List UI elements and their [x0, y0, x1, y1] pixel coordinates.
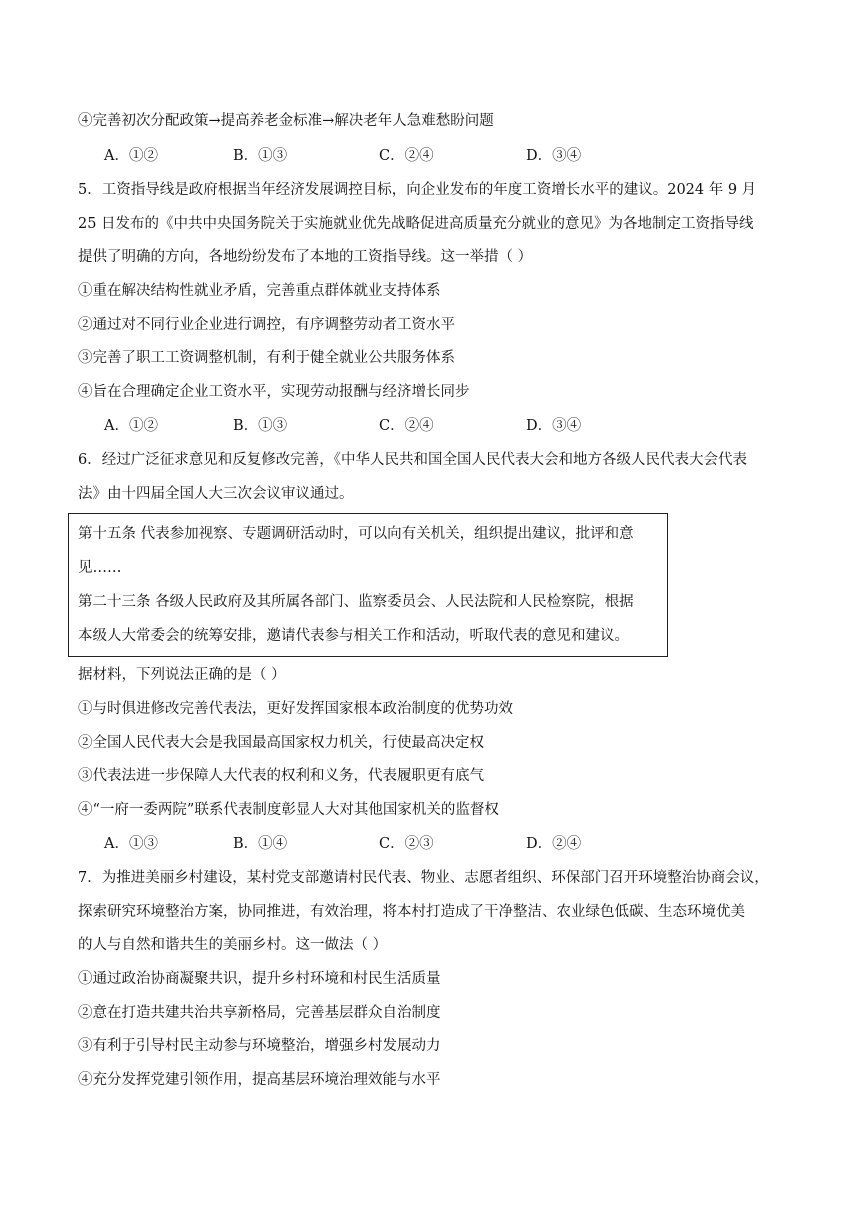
- q7-item-1: ①通过政治协商凝聚共识，提升乡村环境和村民生活质量: [78, 971, 441, 987]
- q6-box-line-1: 第十五条 代表参加视察、专题调研活动时，可以向有关机关，组织提出建议，批评和意: [78, 526, 634, 542]
- q6-material-box: [68, 513, 668, 657]
- q6-item-1: ①与时俱进修改完善代表法，更好发挥国家根本政治制度的优势功效: [78, 701, 513, 717]
- q4-item-4: ④完善初次分配政策→提高养老金标准→解决老年人急难愁盼问题: [78, 113, 494, 129]
- q5-option-a: A．①②: [104, 418, 158, 434]
- q6-box-line-3: 第二十三条 各级人民政府及其所属各部门、监察委员会、人民法院和人民检察院，根据: [78, 594, 634, 610]
- q4-option-c: C．②④: [379, 148, 434, 164]
- q6-box-line-4: 本级人大常委会的统筹安排，邀请代表参与相关工作和活动，听取代表的意见和建议。: [78, 628, 629, 644]
- q5-item-4: ④旨在合理确定企业工资水平，实现劳动报酬与经济增长同步: [78, 384, 470, 400]
- q6-option-c: C．②③: [379, 836, 434, 852]
- q6-item-4: ④“一府一委两院”联系代表制度彰显人大对其他国家机关的监督权: [78, 802, 499, 818]
- q7-stem-line-3: 的人与自然和谐共生的美丽乡村。这一做法（ ）: [78, 937, 388, 953]
- q6-option-a: A．①③: [104, 836, 158, 852]
- q5-item-3: ③完善了职工工资调整机制，有利于健全就业公共服务体系: [78, 350, 455, 366]
- q4-option-d: D．③④: [526, 148, 582, 164]
- q7-item-3: ③有利于引导村民主动参与环境整治，增强乡村发展动力: [78, 1038, 441, 1054]
- q7-stem-line-2: 探索研究环境整治方案，协同推进，有效治理，将本村打造成了干净整洁、农业绿色低碳、生态环境优美: [78, 904, 745, 920]
- q5-item-2: ②通过对不同行业企业进行调控，有序调整劳动者工资水平: [78, 317, 455, 333]
- q6-prompt: 据材料，下列说法正确的是（ ）: [78, 667, 286, 683]
- q7-item-2: ②意在打造共建共治共享新格局，完善基层群众自治制度: [78, 1005, 441, 1021]
- q5-option-b: B．①③: [233, 418, 288, 434]
- q6-stem-line-1: 6．经过广泛征求意见和反复修改完善，《中华人民共和国全国人民代表大会和地方各级人民代表大会代表: [78, 452, 747, 468]
- q6-item-3: ③代表法进一步保障人大代表的权利和义务，代表履职更有底气: [78, 768, 484, 784]
- q6-stem-line-2: 法》由十四届全国人大三次会议审议通过。: [78, 486, 354, 502]
- q6-item-2: ②全国人民代表大会是我国最高国家权力机关，行使最高决定权: [78, 735, 484, 751]
- q6-option-b: B．①④: [233, 836, 288, 852]
- q5-stem-line-1: 5．工资指导线是政府根据当年经济发展调控目标，向企业发布的年度工资增长水平的建议。2024 年 9 月: [78, 182, 757, 198]
- q5-option-c: C．②④: [379, 418, 434, 434]
- q4-option-b: B．①③: [233, 148, 288, 164]
- q5-option-d: D．③④: [526, 418, 582, 434]
- q5-stem-line-3: 提供了明确的方向，各地纷纷发布了本地的工资指导线。这一举措（ ）: [78, 249, 533, 265]
- q6-option-d: D．②④: [526, 836, 582, 852]
- q5-item-1: ①重在解决结构性就业矛盾，完善重点群体就业支持体系: [78, 283, 441, 299]
- q7-item-4: ④充分发挥党建引领作用，提高基层环境治理效能与水平: [78, 1072, 441, 1088]
- q6-box-line-2: 见……: [78, 560, 122, 576]
- q5-stem-line-2: 25 日发布的《中共中央国务院关于实施就业优先战略促进高质量充分就业的意见》为各地制定工资指导线: [78, 216, 754, 232]
- q4-option-a: A．①②: [104, 148, 158, 164]
- q7-stem-line-1: 7．为推进美丽乡村建设，某村党支部邀请村民代表、物业、志愿者组织、环保部门召开环境整治协商会议，: [78, 870, 769, 886]
